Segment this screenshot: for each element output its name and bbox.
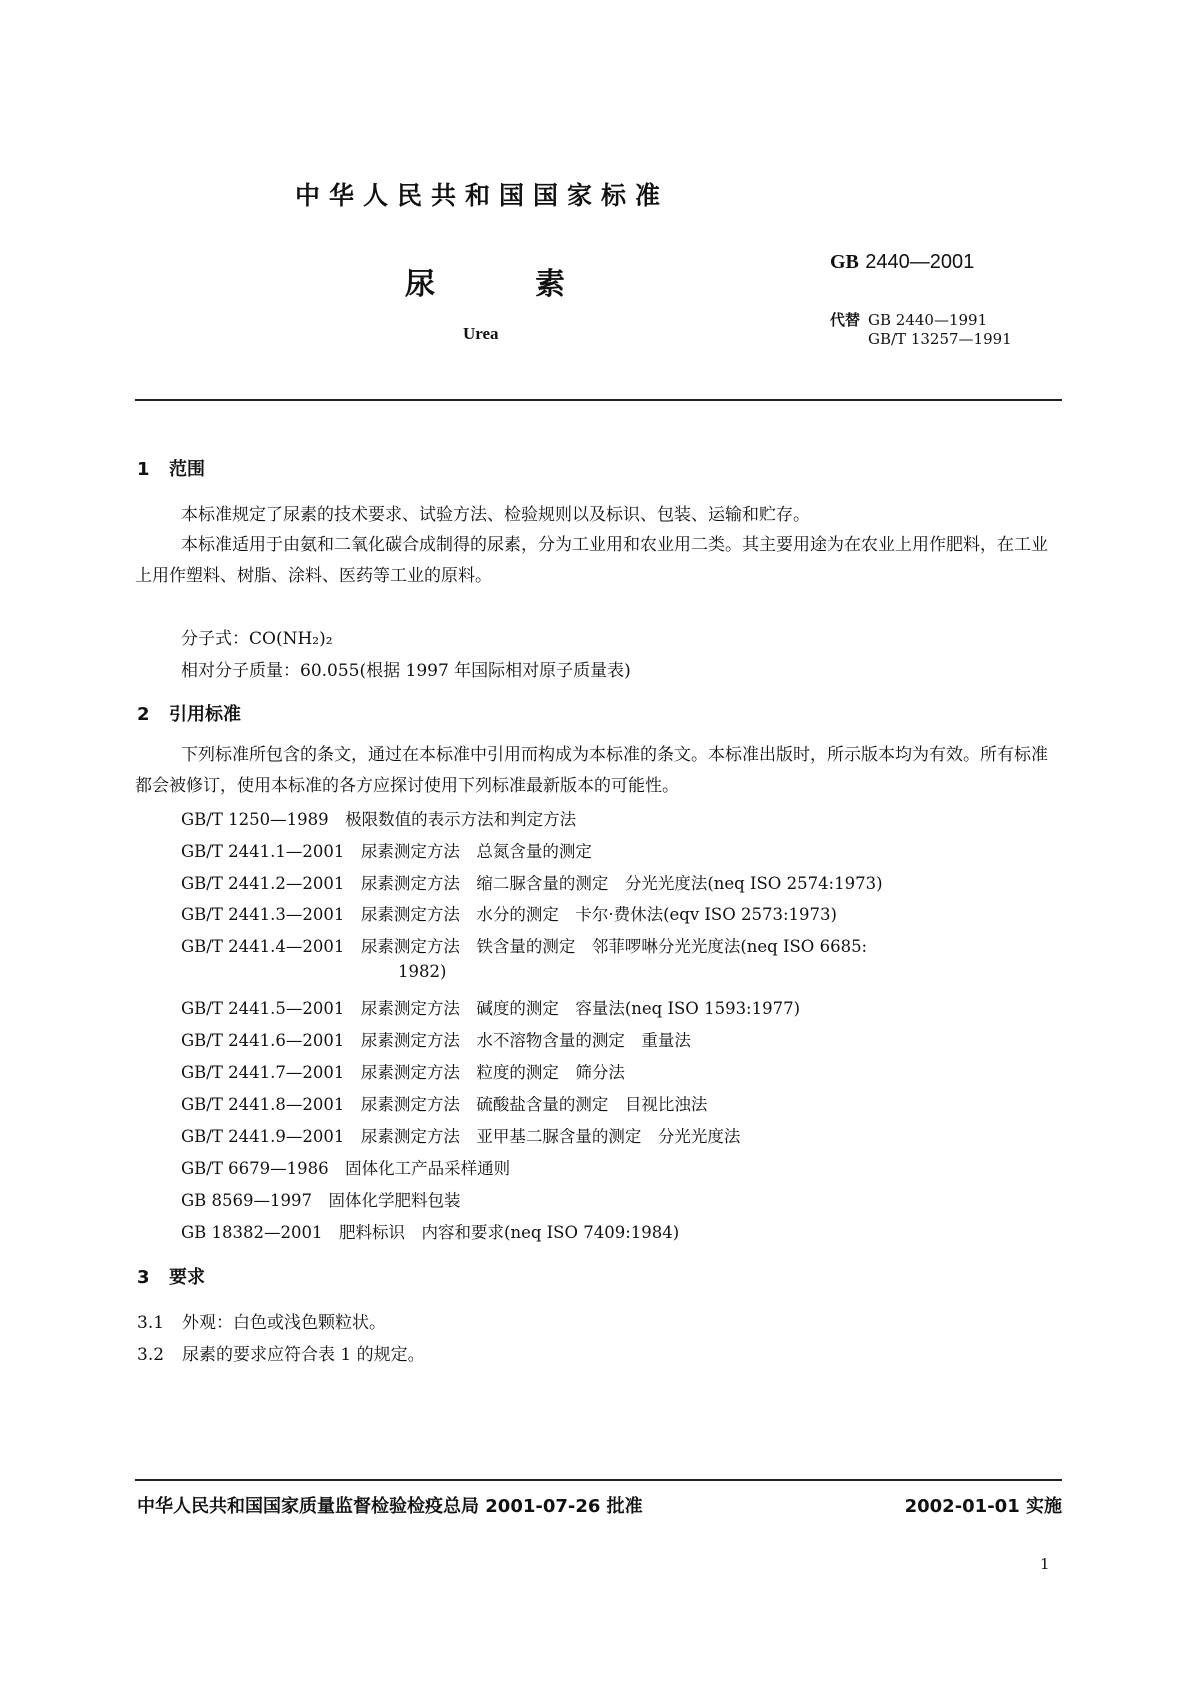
page-number: 1 [1040,1555,1050,1573]
reference-item: GB/T 2441.8—2001 尿素测定方法 硫酸盐含量的测定 目视比浊法 [181,1095,708,1114]
header-divider [135,399,1062,401]
document-number [830,249,974,274]
reference-item: GB/T 2441.2—2001 尿素测定方法 缩二脲含量的测定 分光光度法(neq ISO 2574:1973) [181,874,883,893]
section-3-number: 3 [137,1267,150,1288]
section-2-heading [137,700,241,726]
reference-item: GB/T 2441.3—2001 尿素测定方法 水分的测定 卡尔·费休法(eqv ISO 2573:1973) [181,905,837,924]
requirement-3-1 [137,1308,386,1333]
section-2-title: 引用标准 [169,704,241,725]
section-1-number: 1 [137,459,150,480]
reference-item: GB/T 2441.4—2001 尿素测定方法 铁含量的测定 邻菲啰啉分光光度法(neq ISO 6685: [181,937,868,956]
reference-item: GB/T 6679—1986 固体化工产品采样通则 [181,1159,511,1178]
section-1-heading [137,455,205,481]
effective-date: 2002-01-01 实施 [904,1496,1062,1517]
requirement-3-2 [137,1340,425,1365]
reference-item: GB 18382—2001 肥料标识 内容和要求(neq ISO 7409:1984) [181,1223,680,1242]
requirement-3-2-number: 3.2 [137,1345,165,1365]
section-1-paragraph-1: 本标准规定了尿素的技术要求、试验方法、检验规则以及标识、包装、运输和贮存。 [181,505,810,525]
reference-item: GB/T 2441.1—2001 尿素测定方法 总氮含量的测定 [181,842,592,861]
section-3-title: 要求 [169,1267,205,1288]
section-1-title: 范围 [169,459,205,480]
section-3-heading [137,1263,205,1289]
document-subtitle: Urea [463,324,499,343]
section-2-paragraph: 下列标准所包含的条文，通过在本标准中引用而构成为本标准的条文。本标准出版时，所示版本均为有效。所有标准都会被修订，使用本标准的各方应探讨使用下列标准最新版本的可能性。 [135,745,1048,796]
reference-item: GB 8569—1997 固体化学肥料包装 [181,1191,461,1210]
requirement-3-2-text: 尿素的要求应符合表 1 的规定。 [182,1345,425,1365]
replaces-label: 代替 [830,311,861,329]
document-number-prefix: GB [830,251,859,273]
document-title: 尿素 [405,267,665,302]
section-1-molecular-mass: 相对分子质量：60.055(根据 1997 年国际相对原子质量表) [181,661,631,681]
standard-type-heading: 中华人民共和国国家标准 [295,181,670,210]
replaces-standard-1: GB 2440—1991 [868,311,988,329]
document-number-value: 2440—2001 [865,251,975,273]
reference-item: GB/T 1250—1989 极限数值的表示方法和判定方法 [181,810,577,829]
approval-statement: 中华人民共和国国家质量监督检验检疫总局 2001-07-26 批准 [137,1496,643,1517]
requirement-3-1-text: 外观：白色或浅色颗粒状。 [182,1313,386,1333]
replaces-standard-2: GB/T 13257—1991 [868,330,1012,348]
section-2-number: 2 [137,704,150,725]
footer-divider [135,1479,1062,1481]
reference-item: GB/T 2441.7—2001 尿素测定方法 粒度的测定 筛分法 [181,1063,625,1082]
requirement-3-1-number: 3.1 [137,1313,165,1333]
reference-item: GB/T 2441.6—2001 尿素测定方法 水不溶物含量的测定 重量法 [181,1031,691,1050]
section-1-formula: 分子式：CO(NH₂)₂ [181,629,333,649]
reference-item: GB/T 2441.5—2001 尿素测定方法 碱度的测定 容量法(neq ISO 1593:1977) [181,999,801,1018]
reference-item-continuation: 1982) [398,962,447,981]
replaces-block [830,311,1012,349]
reference-item: GB/T 2441.9—2001 尿素测定方法 亚甲基二脲含量的测定 分光光度法 [181,1127,741,1146]
section-1-paragraph-2: 本标准适用于由氨和二氧化碳合成制得的尿素，分为工业用和农业用二类。其主要用途为在农业上用作肥料，在工业上用作塑料、树脂、涂料、医药等工业的原料。 [135,535,1048,586]
